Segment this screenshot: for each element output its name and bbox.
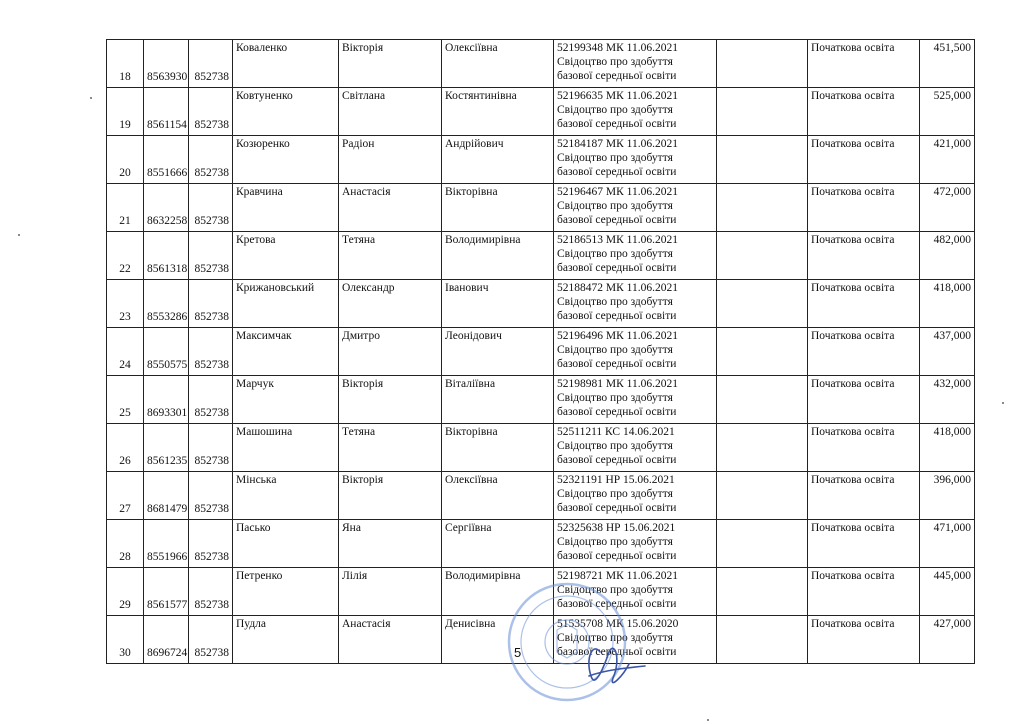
scan-speck [18, 234, 20, 236]
document-type: Свідоцтво про здобуття [557, 392, 673, 404]
first-name: Яна [339, 520, 442, 568]
document-number: 52199348 МК 11.06.2021 [557, 42, 678, 54]
row-number: 29 [107, 568, 144, 616]
document-type-cont: базової середньої освіти [557, 70, 677, 82]
table-body [107, 40, 975, 664]
score: 427,000 [920, 616, 975, 664]
empty-cell [717, 328, 808, 376]
document-type-cont: базової середньої освіти [557, 214, 677, 226]
applicant-id: 8561154 [144, 88, 189, 136]
program-code: 852738 [189, 328, 233, 376]
program-code: 852738 [189, 472, 233, 520]
applicant-id: 8561318 [144, 232, 189, 280]
table-row [107, 424, 975, 472]
patronymic: Віталіївна [442, 376, 554, 424]
patronymic: Андрійович [442, 136, 554, 184]
surname: Марчук [233, 376, 339, 424]
applicant-id: 8551966 [144, 520, 189, 568]
row-number: 19 [107, 88, 144, 136]
empty-cell [717, 472, 808, 520]
score: 418,000 [920, 424, 975, 472]
document-number: 51535708 МК 15.06.2020 [557, 618, 679, 630]
row-number: 25 [107, 376, 144, 424]
education-level: Початкова освіта [808, 520, 920, 568]
document-type: Свідоцтво про здобуття [557, 248, 673, 260]
program-code: 852738 [189, 232, 233, 280]
document-number: 52196635 МК 11.06.2021 [557, 90, 678, 102]
surname: Коваленко [233, 40, 339, 88]
education-level: Початкова освіта [808, 184, 920, 232]
program-code: 852738 [189, 424, 233, 472]
document-type: Свідоцтво про здобуття [557, 584, 673, 596]
document-info [554, 136, 717, 184]
table-row [107, 232, 975, 280]
score: 472,000 [920, 184, 975, 232]
score: 471,000 [920, 520, 975, 568]
document-info [554, 280, 717, 328]
applicant-id: 8693301 [144, 376, 189, 424]
table-row [107, 136, 975, 184]
patronymic: Олексіївна [442, 40, 554, 88]
document-type: Свідоцтво про здобуття [557, 152, 673, 164]
first-name: Анастасія [339, 184, 442, 232]
row-number: 30 [107, 616, 144, 664]
document-number: 52184187 МК 11.06.2021 [557, 138, 678, 150]
education-level: Початкова освіта [808, 40, 920, 88]
surname: Максимчак [233, 328, 339, 376]
table-row [107, 184, 975, 232]
document-info [554, 520, 717, 568]
score: 421,000 [920, 136, 975, 184]
surname: Машошина [233, 424, 339, 472]
empty-cell [717, 424, 808, 472]
education-level: Початкова освіта [808, 568, 920, 616]
document-type: Свідоцтво про здобуття [557, 632, 673, 644]
program-code: 852738 [189, 40, 233, 88]
document-type: Свідоцтво про здобуття [557, 440, 673, 452]
surname: Пасько [233, 520, 339, 568]
applicant-id: 8550575 [144, 328, 189, 376]
surname: Кравчина [233, 184, 339, 232]
score: 445,000 [920, 568, 975, 616]
patronymic: Сергіївна [442, 520, 554, 568]
document-info [554, 328, 717, 376]
document-type: Свідоцтво про здобуття [557, 200, 673, 212]
score: 432,000 [920, 376, 975, 424]
row-number: 22 [107, 232, 144, 280]
document-type: Свідоцтво про здобуття [557, 56, 673, 68]
education-level: Початкова освіта [808, 280, 920, 328]
empty-cell [717, 88, 808, 136]
patronymic: Володимирівна [442, 568, 554, 616]
applicants-table [106, 39, 975, 664]
document-info [554, 424, 717, 472]
education-level: Початкова освіта [808, 136, 920, 184]
document-number: 52198981 МК 11.06.2021 [557, 378, 678, 390]
document-type-cont: базової середньої освіти [557, 550, 677, 562]
first-name: Лілія [339, 568, 442, 616]
table-row [107, 280, 975, 328]
empty-cell [717, 232, 808, 280]
document-type: Свідоцтво про здобуття [557, 488, 673, 500]
first-name: Вікторія [339, 40, 442, 88]
empty-cell [717, 520, 808, 568]
patronymic: Володимирівна [442, 232, 554, 280]
document-number: 52188472 МК 11.06.2021 [557, 282, 678, 294]
scan-speck [707, 719, 709, 721]
surname: Крижановський [233, 280, 339, 328]
document-type-cont: базової середньої освіти [557, 454, 677, 466]
document-number: 52196467 МК 11.06.2021 [557, 186, 678, 198]
row-number: 28 [107, 520, 144, 568]
row-number: 18 [107, 40, 144, 88]
patronymic: Костянтинівна [442, 88, 554, 136]
table-row [107, 520, 975, 568]
document-number: 52198721 МК 11.06.2021 [557, 570, 678, 582]
document-number: 52325638 НР 15.06.2021 [557, 522, 676, 534]
row-number: 21 [107, 184, 144, 232]
document-type-cont: базової середньої освіти [557, 310, 677, 322]
education-level: Початкова освіта [808, 232, 920, 280]
patronymic: Вікторівна [442, 424, 554, 472]
row-number: 23 [107, 280, 144, 328]
table-row [107, 40, 975, 88]
education-level: Початкова освіта [808, 424, 920, 472]
document-type-cont: базової середньої освіти [557, 358, 677, 370]
first-name: Анастасія [339, 616, 442, 664]
document-number: 52511211 КС 14.06.2021 [557, 426, 675, 438]
program-code: 852738 [189, 616, 233, 664]
first-name: Вікторія [339, 376, 442, 424]
program-code: 852738 [189, 376, 233, 424]
education-level: Початкова освіта [808, 616, 920, 664]
document-number: 52196496 МК 11.06.2021 [557, 330, 678, 342]
patronymic: Олексіївна [442, 472, 554, 520]
document-type-cont: базової середньої освіти [557, 502, 677, 514]
official-stamp-signature [505, 580, 655, 720]
table-row [107, 376, 975, 424]
document-number: 52186513 МК 11.06.2021 [557, 234, 678, 246]
row-number: 24 [107, 328, 144, 376]
document-info [554, 40, 717, 88]
applicant-id: 8553286 [144, 280, 189, 328]
applicant-id: 8632258 [144, 184, 189, 232]
document-type-cont: базової середньої освіти [557, 262, 677, 274]
document-info [554, 376, 717, 424]
first-name: Вікторія [339, 472, 442, 520]
document-number: 52321191 НР 15.06.2021 [557, 474, 675, 486]
education-level: Початкова освіта [808, 88, 920, 136]
document-type-cont: базової середньої освіти [557, 166, 677, 178]
score: 437,000 [920, 328, 975, 376]
program-code: 852738 [189, 568, 233, 616]
patronymic: Іванович [442, 280, 554, 328]
applicant-id: 8696724 [144, 616, 189, 664]
first-name: Тетяна [339, 424, 442, 472]
first-name: Тетяна [339, 232, 442, 280]
applicant-id: 8681479 [144, 472, 189, 520]
table-row [107, 328, 975, 376]
document-type: Свідоцтво про здобуття [557, 536, 673, 548]
score: 396,000 [920, 472, 975, 520]
document-info [554, 472, 717, 520]
empty-cell [717, 280, 808, 328]
table-row [107, 472, 975, 520]
first-name: Дмитро [339, 328, 442, 376]
surname: Мінська [233, 472, 339, 520]
empty-cell [717, 376, 808, 424]
empty-cell [717, 40, 808, 88]
table-row [107, 88, 975, 136]
program-code: 852738 [189, 520, 233, 568]
row-number: 27 [107, 472, 144, 520]
applicant-id: 8561235 [144, 424, 189, 472]
document-type: Свідоцтво про здобуття [557, 104, 673, 116]
surname: Пудла [233, 616, 339, 664]
patronymic: Вікторівна [442, 184, 554, 232]
document-info [554, 88, 717, 136]
empty-cell [717, 184, 808, 232]
education-level: Початкова освіта [808, 472, 920, 520]
document-type-cont: базової середньої освіти [557, 406, 677, 418]
row-number: 26 [107, 424, 144, 472]
applicant-id: 8563930 [144, 40, 189, 88]
surname: Ковтуненко [233, 88, 339, 136]
document-type: Свідоцтво про здобуття [557, 296, 673, 308]
patronymic: Леонідович [442, 328, 554, 376]
score: 482,000 [920, 232, 975, 280]
document-info [554, 232, 717, 280]
education-level: Початкова освіта [808, 376, 920, 424]
scan-speck [1002, 402, 1004, 404]
first-name: Олександр [339, 280, 442, 328]
first-name: Світлана [339, 88, 442, 136]
patronymic: Денисівна [442, 616, 554, 664]
first-name: Радіон [339, 136, 442, 184]
document-info [554, 184, 717, 232]
document-type-cont: базової середньої освіти [557, 598, 677, 610]
score: 418,000 [920, 280, 975, 328]
empty-cell [717, 616, 808, 664]
surname: Петренко [233, 568, 339, 616]
applicant-id: 8551666 [144, 136, 189, 184]
row-number: 20 [107, 136, 144, 184]
education-level: Початкова освіта [808, 328, 920, 376]
surname: Кретова [233, 232, 339, 280]
page-number: 5 [514, 645, 522, 660]
score: 451,500 [920, 40, 975, 88]
program-code: 852738 [189, 280, 233, 328]
empty-cell [717, 136, 808, 184]
program-code: 852738 [189, 136, 233, 184]
applicant-id: 8561577 [144, 568, 189, 616]
scan-speck [90, 97, 92, 99]
empty-cell [717, 568, 808, 616]
document-type: Свідоцтво про здобуття [557, 344, 673, 356]
score: 525,000 [920, 88, 975, 136]
program-code: 852738 [189, 88, 233, 136]
program-code: 852738 [189, 184, 233, 232]
document-type-cont: базової середньої освіти [557, 646, 677, 658]
surname: Козюренко [233, 136, 339, 184]
document-type-cont: базової середньої освіти [557, 118, 677, 130]
